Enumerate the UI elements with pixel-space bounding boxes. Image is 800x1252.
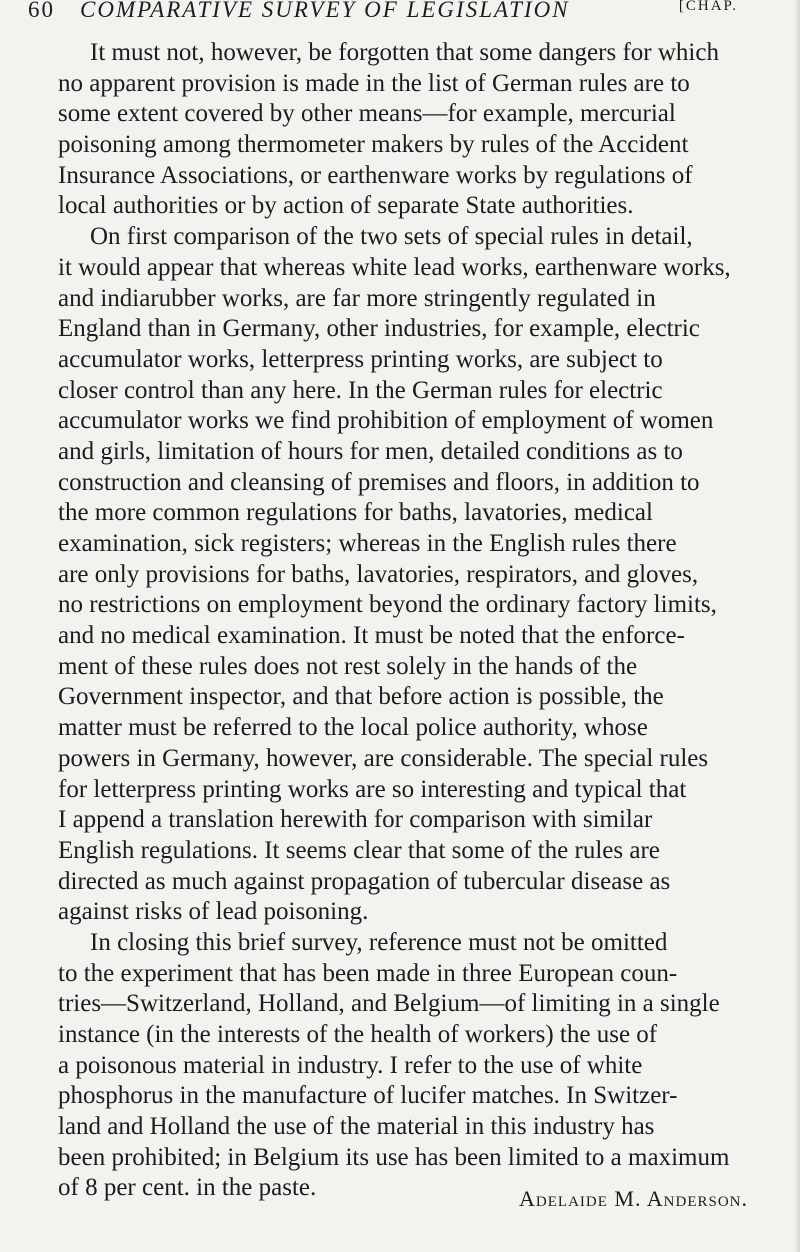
running-title: COMPARATIVE SURVEY OF LEGISLATION <box>80 0 570 22</box>
text-line: Insurance Associations, or earthenware works by regulations of <box>58 161 693 189</box>
text-line: ment of these rules does not rest solely in the hands of the <box>58 652 638 680</box>
text-line: local authorities or by action of separate State authorities. <box>58 192 634 220</box>
text-line: accumulator works we find prohibition of employment of women <box>58 407 714 435</box>
text-line: English regulations. It seems clear that some of the rules are <box>58 836 660 864</box>
text-line: no apparent provision is made in the list of German rules are to <box>58 69 690 97</box>
text-line: of 8 per cent. in the paste. <box>58 1174 317 1202</box>
text-line: England than in Germany, other industries, for example, electric <box>58 315 700 343</box>
text-line: In closing this brief survey, reference must not be omitted <box>90 928 668 956</box>
text-line: and indiarubber works, are far more stringently regulated in <box>58 284 656 312</box>
text-line: directed as much against propagation of tubercular disease as <box>58 867 671 895</box>
author-signature: Adelaide M. Anderson. <box>519 1186 748 1211</box>
text-line: and girls, limitation of hours for men, detailed conditions as to <box>58 437 683 465</box>
text-line: accumulator works, letterpress printing works, are subject to <box>58 345 663 373</box>
text-line: are only provisions for baths, lavatories, respirators, and gloves, <box>58 560 699 588</box>
text-line: phosphorus in the manufacture of lucifer matches. In Switzer- <box>58 1082 678 1110</box>
text-line: powers in Germany, however, are considerable. The special rules <box>58 744 709 772</box>
text-line: for letterpress printing works are so interesting and typical that <box>58 775 687 803</box>
page-number: 60 <box>28 0 55 22</box>
text-line: closer control than any here. In the German rules for electric <box>58 376 663 404</box>
text-line: been prohibited; in Belgium its use has been limited to a maximum <box>58 1143 730 1171</box>
text-line: no restrictions on employment beyond the ordinary factory limits, <box>58 591 717 619</box>
text-line: against risks of lead poisoning. <box>58 898 369 926</box>
text-line: land and Holland the use of the material in this industry has <box>58 1113 655 1141</box>
text-line: a poisonous material in industry. I refer to the use of white <box>58 1051 643 1079</box>
text-line: instance (in the interests of the health of workers) the use of <box>58 1021 658 1048</box>
text-line: the more common regulations for baths, lavatories, medical <box>58 499 653 527</box>
text-line: it would appear that whereas white lead works, earthenware works, <box>58 253 731 281</box>
body-text <box>58 38 768 1204</box>
text-line: to the experiment that has been made in three European coun- <box>58 959 678 987</box>
text-line: Government inspector, and that before action is possible, the <box>58 683 664 711</box>
text-line: On first comparison of the two sets of special rules in detail, <box>90 223 693 251</box>
text-line: examination, sick registers; whereas in the English rules there <box>58 530 677 557</box>
text-line: and no medical examination. It must be noted that the enforce- <box>58 622 685 650</box>
text-line: some extent covered by other means—for example, mercurial <box>58 100 676 128</box>
page-spine-shadow <box>794 0 800 1252</box>
text-line: poisoning among thermometer makers by rules of the Accident <box>58 131 689 159</box>
text-line: matter must be referred to the local police authority, whose <box>58 714 648 742</box>
text-line: construction and cleansing of premises and floors, in addition to <box>58 468 700 496</box>
chapter-tag: [CHAP. <box>678 0 738 14</box>
text-line: It must not, however, be forgotten that some dangers for which <box>90 39 719 66</box>
running-header <box>28 0 748 26</box>
text-line: tries—Switzerland, Holland, and Belgium—of limiting in a single <box>58 990 720 1018</box>
text-line: I append a translation herewith for comparison with similar <box>58 806 653 834</box>
